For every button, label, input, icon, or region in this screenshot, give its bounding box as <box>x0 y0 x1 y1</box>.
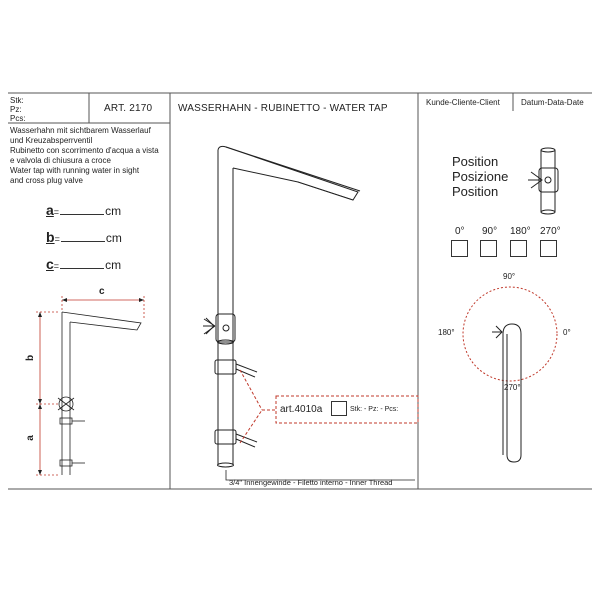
checkbox-90[interactable] <box>480 240 497 257</box>
description-line: Rubinetto con scorrimento d'acqua a vista <box>10 146 159 155</box>
dimension-c-unit: cm <box>105 258 122 272</box>
rotation-tap <box>492 324 521 462</box>
stk-label: Stk: <box>10 96 24 105</box>
description-line: und Kreuzabsperrventil <box>10 136 93 145</box>
position-line-de: Position <box>452 154 499 169</box>
option-270-label: 270° <box>540 226 561 237</box>
dimension-b-unit: cm <box>105 231 122 245</box>
accessory-qty-box[interactable] <box>331 401 347 416</box>
option-180-label: 180° <box>510 226 531 237</box>
dimension-b-row: b= cm <box>46 229 122 245</box>
option-0-label: 0° <box>455 226 465 237</box>
angle-top: 90° <box>503 272 516 281</box>
thread-note: 3/4" Innengewinde - Filetto interno - Inner Thread <box>229 478 393 487</box>
description-block <box>10 126 168 186</box>
description-line: and cross plug valve <box>10 176 83 185</box>
checkbox-270[interactable] <box>540 240 557 257</box>
dimension-b-field[interactable] <box>61 241 105 242</box>
date-label: Datum-Data-Date <box>521 98 584 107</box>
checkbox-180[interactable] <box>510 240 527 257</box>
description-line: e valvola di chiusura a croce <box>10 156 111 165</box>
client-label: Kunde-Cliente-Client <box>426 98 500 107</box>
dimension-label-c: c <box>99 286 105 297</box>
dimension-a-letter: a <box>46 202 54 218</box>
dimension-b-letter: b <box>46 229 55 245</box>
position-heading <box>452 154 508 199</box>
pz-label: Pz: <box>10 105 22 114</box>
angle-right: 0° <box>563 328 571 337</box>
description-line: Water tap with running water in sight <box>10 166 140 175</box>
dimension-label-a: a <box>24 435 36 441</box>
main-tap-drawing <box>203 146 360 467</box>
product-title: WASSERHAHN - RUBINETTO - WATER TAP <box>178 103 388 114</box>
position-icon <box>528 148 558 214</box>
dimension-c-row: c= cm <box>46 256 122 272</box>
dimension-a-field[interactable] <box>60 214 104 215</box>
option-90-label: 90° <box>482 226 498 237</box>
dimension-c-letter: c <box>46 256 54 272</box>
article-number: ART. 2170 <box>104 103 153 114</box>
dimension-a-unit: cm <box>105 204 122 218</box>
accessory-article: art.4010a <box>280 404 323 415</box>
checkbox-0[interactable] <box>451 240 468 257</box>
position-line-en: Position <box>452 184 499 199</box>
rotation-circle <box>463 287 557 381</box>
position-line-it: Posizione <box>452 169 509 184</box>
dimension-c-field[interactable] <box>60 268 104 269</box>
dimension-label-b: b <box>25 354 37 362</box>
description-line: Wasserhahn mit sichtbarem Wasserlauf <box>10 126 151 135</box>
angle-bottom: 270° <box>504 383 521 392</box>
angle-left: 180° <box>438 328 455 337</box>
accessory-qty-label: Stk: - Pz: - Pcs: <box>350 406 399 413</box>
dimension-lines <box>36 296 144 475</box>
side-view-drawing <box>58 312 141 475</box>
dimension-a-row: a= cm <box>46 202 122 218</box>
pcs-label: Pcs: <box>10 114 26 123</box>
